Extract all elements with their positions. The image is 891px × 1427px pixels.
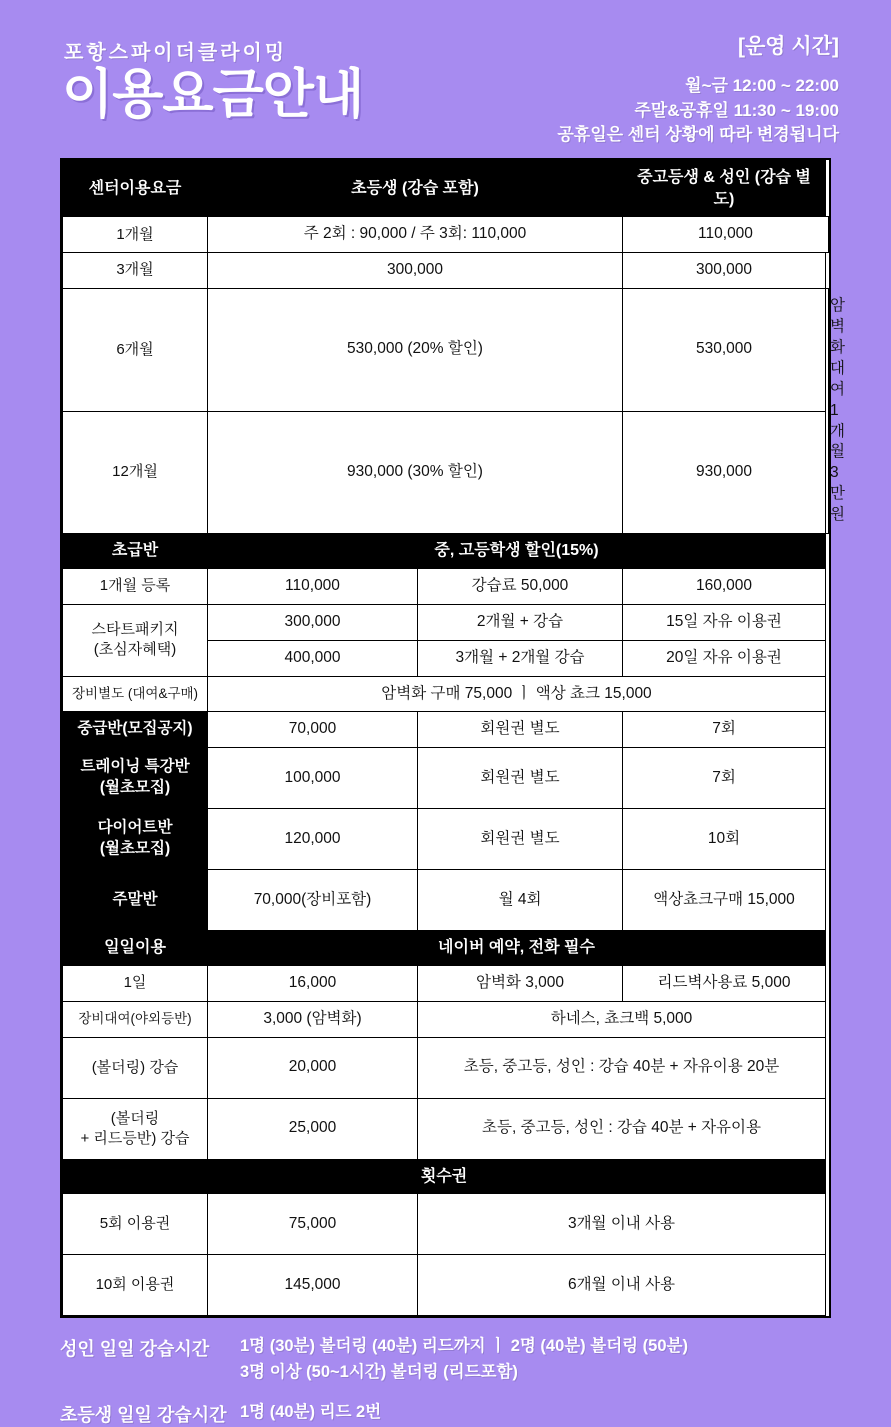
cell-10pass-price: 145,000 [208,1255,418,1316]
cell-intermediate-price: 70,000 [208,712,418,748]
cell-gear-rental-info: 하네스, 쵸크백 5,000 [418,1001,826,1037]
section1-header-elementary: 초등생 (강습 포함) [208,161,623,217]
table-row [63,870,829,931]
table-row [63,1037,829,1098]
row-label-equipment: 장비별도 (대여&구매) [63,676,208,712]
cell-5pass-validity: 3개월 이내 사용 [418,1194,826,1255]
cell-10pass-validity: 6개월 이내 사용 [418,1255,826,1316]
row-label-training [63,748,208,809]
section4-header-reservation: 네이버 예약, 전화 필수 [208,931,826,966]
section5-header-passes: 횟수권 [63,1159,826,1194]
note-elementary-label: 초등생 일일 강습시간 [60,1404,227,1425]
cell-diet-count: 10회 [623,809,826,870]
cell-1month-elementary: 주 2회 : 90,000 / 주 3회: 110,000 [208,217,623,253]
footer-notes [60,1334,831,1426]
diet-label-line1: 다이어트반 [97,819,173,837]
cell-gear-rental-price: 3,000 (암벽화) [208,1001,418,1037]
cell-3month-elementary: 300,000 [208,253,623,289]
cell-lead-lesson-info: 초등, 중고등, 성인 : 강습 40분 + 자유이용 [418,1098,826,1159]
note-adult-label: 성인 일일 강습시간 [60,1339,210,1360]
price-table-container [60,158,845,1318]
note-adult-line1: 1명 (30분) 볼더링 (40분) 리드까지 ㅣ 2명 (40분) 볼더링 (50분) [240,1337,688,1356]
cell-1day-leadwall: 리드벽사용료 5,000 [623,965,826,1001]
cell-training-price: 100,000 [208,748,418,809]
cell-bouldering-lesson-price: 20,000 [208,1037,418,1098]
cell-training-membership: 회원권 별도 [418,748,623,809]
row-label-start-package [63,604,208,676]
row-label-3month: 3개월 [63,253,208,289]
cell-6month-adult: 530,000 [623,289,826,412]
section2-header-student-discount: 중, 고등학생 할인(15%) [208,534,826,569]
cell-package-bonus-1: 15일 자유 이용권 [623,604,826,640]
row-label-5pass: 5회 이용권 [63,1194,208,1255]
cell-weekend-price: 70,000(장비포함) [208,870,418,931]
note-adult-line2: 3명 이상 (50~1시간) 볼더링 (리드포함) [240,1362,518,1381]
cell-intermediate-count: 7회 [623,712,826,748]
cell-weekend-count: 월 4회 [418,870,623,931]
poster-header [0,0,891,150]
table-row [63,604,829,640]
cell-1month-register-lesson: 강습료 50,000 [418,568,623,604]
training-label-line1: 트레이닝 특강반 [80,758,190,776]
cell-12month-adult: 930,000 [623,411,826,534]
note-adult-body [240,1334,688,1385]
cell-equipment-info: 암벽화 구매 75,000 ㅣ 액상 쵸크 15,000 [208,676,826,712]
lead-lesson-label-line1: (볼더링 [110,1109,160,1127]
cell-intermediate-membership: 회원권 별도 [418,712,623,748]
training-label-line2: (월초모집) [99,779,171,797]
row-label-intermediate: 중급반(모집공지) [63,712,208,748]
cell-diet-price: 120,000 [208,809,418,870]
cell-lead-lesson-price: 25,000 [208,1098,418,1159]
table-row [63,931,829,966]
cell-package-price-2: 400,000 [208,640,418,676]
table-row [63,411,829,534]
lead-lesson-label-line2: + 리드등반) 강습 [80,1129,190,1147]
cell-package-desc-2: 3개월 + 2개월 강습 [418,640,623,676]
cell-1day-price: 16,000 [208,965,418,1001]
cell-bouldering-lesson-info: 초등, 중고등, 성인 : 강습 40분 + 자유이용 20분 [418,1037,826,1098]
cell-shoe-rental: 암벽화대여 1개월 3만원 [826,289,829,534]
cell-1month-adult: 110,000 [623,217,829,253]
table-row [63,217,829,253]
row-label-1month: 1개월 [63,217,208,253]
cell-package-bonus-2: 20일 자유 이용권 [623,640,826,676]
row-label-6month: 6개월 [63,289,208,412]
row-label-1month-register: 1개월 등록 [63,568,208,604]
operating-hours-line: 공휴일은 센터 상황에 따라 변경됩니다 [557,125,839,145]
operating-hours-title: [운영 시간] [738,35,839,58]
section4-header-daily: 일일이용 [63,931,208,966]
table-row [63,568,829,604]
cell-1day-shoes: 암벽화 3,000 [418,965,623,1001]
cell-weekend-chalk: 액상쵸크구매 15,000 [623,870,826,931]
note-adult [60,1334,831,1385]
table-row [63,534,829,569]
table-row [63,748,829,809]
page-title: 이용요금안내 [62,65,364,124]
table-row [63,161,829,217]
cell-1month-register-total: 160,000 [623,568,826,604]
cell-6month-elementary: 530,000 (20% 할인) [208,289,623,412]
section1-header-center-fee: 센터이용요금 [63,161,208,217]
operating-hours-line: 주말&공휴일 11:30 ~ 19:00 [634,100,839,120]
cell-12month-elementary: 930,000 (30% 할인) [208,411,623,534]
note-elementary [60,1400,831,1427]
note-elementary-body [240,1400,381,1426]
table-row [63,1098,829,1159]
row-label-1day: 1일 [63,965,208,1001]
price-table [62,160,845,1316]
table-row [63,1255,829,1316]
operating-hours-line: 월~금 12:00 ~ 22:00 [685,76,839,95]
table-row [63,1159,829,1194]
start-package-line1: 스타트패키지 [91,620,179,638]
brand-subtitle: 포항스파이더클라이밍 [64,42,288,64]
table-row [63,253,829,289]
cell-3month-adult: 300,000 [623,253,826,289]
table-row [63,289,829,412]
cell-package-desc-1: 2개월 + 강습 [418,604,623,640]
row-label-weekend: 주말반 [63,870,208,931]
row-label-gear-rental: 장비대여(야외등반) [63,1001,208,1037]
table-row [63,712,829,748]
row-label-12month: 12개월 [63,411,208,534]
cell-1month-register-price: 110,000 [208,568,418,604]
cell-package-price-1: 300,000 [208,604,418,640]
cell-5pass-price: 75,000 [208,1194,418,1255]
row-label-diet [63,809,208,870]
diet-label-line2: (월초모집) [99,840,171,858]
note-elementary-line1: 1명 (40분) 리드 2번 [240,1402,382,1421]
row-label-10pass: 10회 이용권 [63,1255,208,1316]
row-label-lead-lesson [63,1098,208,1159]
table-row [63,809,829,870]
row-label-bouldering-lesson: (볼더링) 강습 [63,1037,208,1098]
table-row [63,1001,829,1037]
section1-header-adult: 중고등생 & 성인 (강습 별도) [623,161,826,217]
cell-diet-membership: 회원권 별도 [418,809,623,870]
cell-training-count: 7회 [623,748,826,809]
section2-header-beginner: 초급반 [63,534,208,569]
start-package-line2: (초심자혜택) [93,641,177,659]
operating-hours [557,30,839,148]
table-row [63,676,829,712]
table-row [63,1194,829,1255]
table-row [63,965,829,1001]
